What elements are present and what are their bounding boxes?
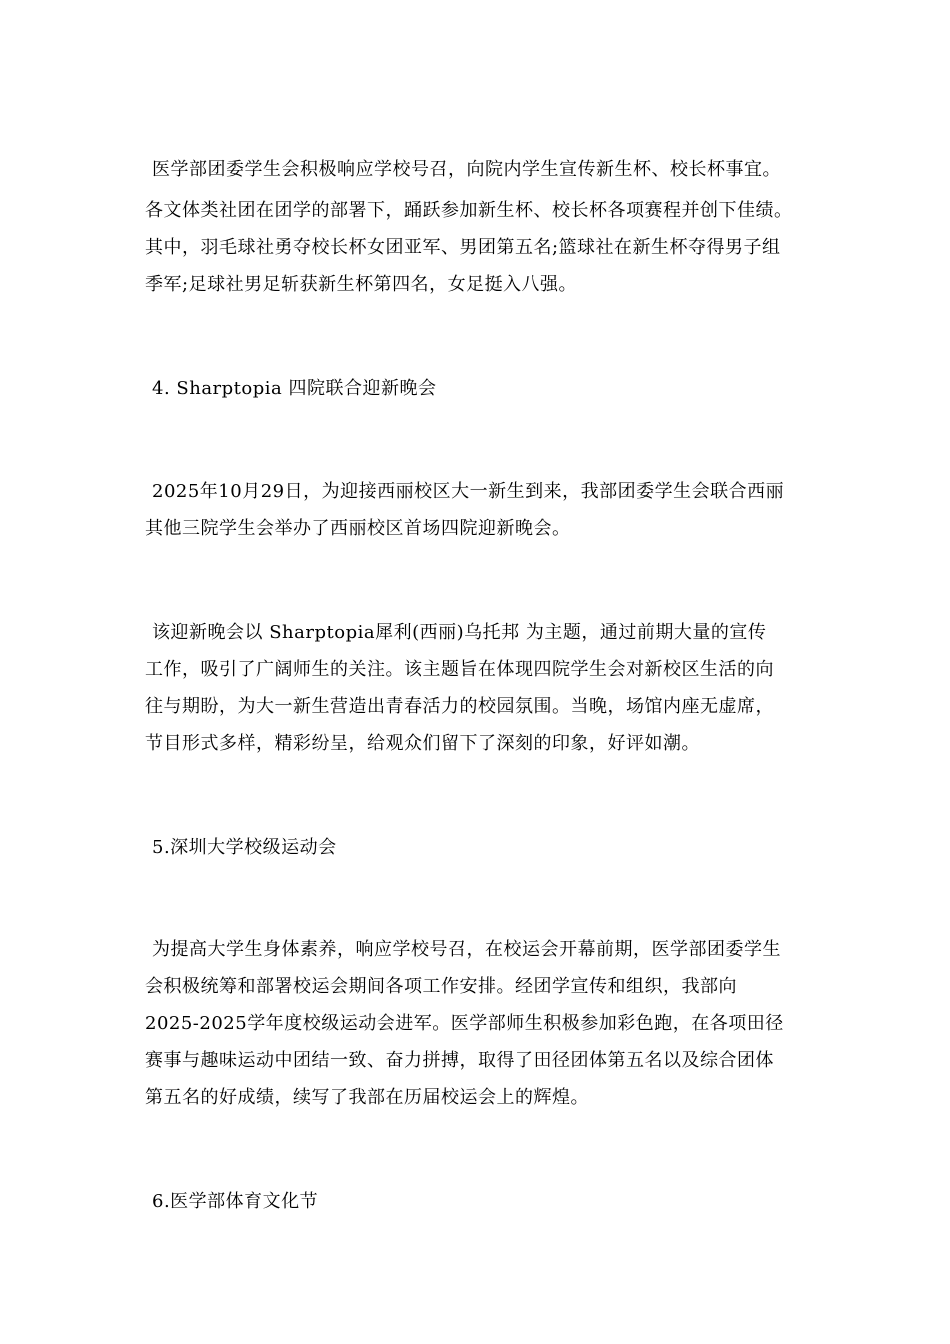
paragraph-line: 医学部团委学生会积极响应学校号召，向院内学生宣传新生杯、校长杯事宜。 — [152, 159, 781, 180]
paragraph-line: 各文体类社团在团学的部署下，踊跃参加新生杯、校长杯各项赛程并创下佳绩。 — [145, 200, 793, 221]
paragraph-line: 2025-2025学年度校级运动会进军。医学部师生积极参加彩色跑，在各项田径 — [145, 1013, 784, 1034]
section-heading: 6.医学部体育文化节 — [152, 1191, 319, 1212]
paragraph-line: 工作，吸引了广阔师生的关注。该主题旨在体现四院学生会对新校区生活的向 — [145, 659, 774, 680]
paragraph-line: 2025年10月29日，为迎接西丽校区大一新生到来，我部团委学生会联合西丽 — [152, 481, 785, 502]
paragraph-line: 其他三院学生会举办了西丽校区首场四院迎新晚会。 — [145, 518, 571, 539]
paragraph-line: 其中，羽毛球社勇夺校长杯女团亚军、男团第五名;篮球社在新生杯夺得男子组 — [145, 237, 781, 258]
section-heading: 5.深圳大学校级运动会 — [152, 837, 337, 858]
section-heading: 4. Sharptopia 四院联合迎新晚会 — [152, 378, 437, 399]
paragraph-line: 节目形式多样，精彩纷呈，给观众们留下了深刻的印象，好评如潮。 — [145, 733, 700, 754]
paragraph-line: 该迎新晚会以 Sharptopia犀利(西丽)乌托邦 为主题，通过前期大量的宣传 — [152, 622, 767, 643]
paragraph-line: 赛事与趣味运动中团结一致、奋力拼搏，取得了田径团体第五名以及综合团体 — [145, 1050, 774, 1071]
paragraph-line: 会积极统筹和部署校运会期间各项工作安排。经团学宣传和组织，我部向 — [145, 976, 737, 997]
paragraph-line: 为提高大学生身体素养，响应学校号召，在校运会开幕前期，医学部团委学生 — [152, 939, 781, 960]
paragraph-line: 季军;足球社男足斩获新生杯第四名，女足挺入八强。 — [145, 274, 578, 295]
paragraph-line: 往与期盼，为大一新生营造出青春活力的校园氛围。当晚，场馆内座无虚席， — [145, 696, 774, 717]
paragraph-line: 第五名的好成绩，续写了我部在历届校运会上的辉煌。 — [145, 1087, 589, 1108]
